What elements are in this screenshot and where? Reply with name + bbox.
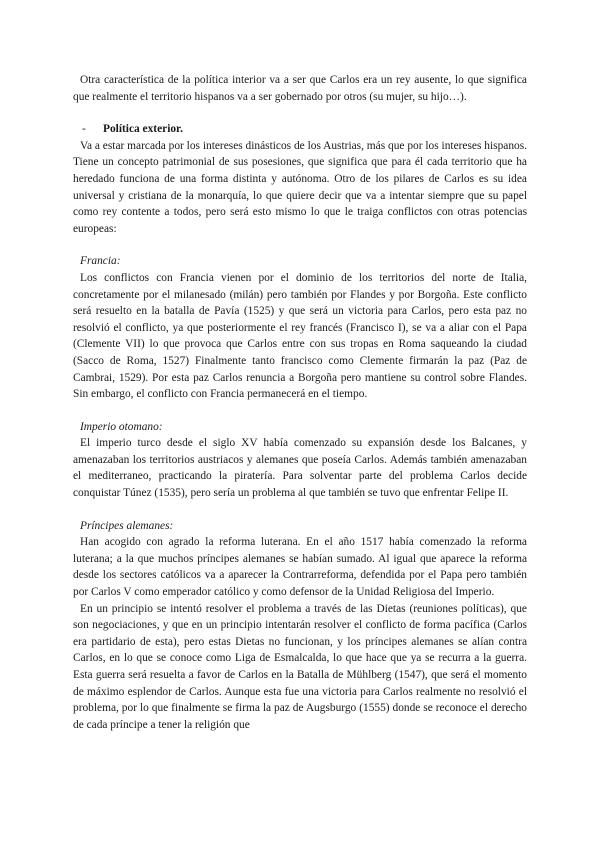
section-paragraph: Va a estar marcada por los intereses dinásticos de los Austrias, más que por los intereses hispanos. Tiene un concepto patrimonial de sus posesiones, que significa que para él cada territorio que ha heredado funciona de una forma distinta y autónoma. Otro de los pilares de Carlos es su idea universal y cristiana de la monarquía, lo que quiere decir que va a intentar siempre que su papel como rey contente a todos, pero será esto mismo lo que le traiga conflictos con otras potencias europeas: [73,139,527,235]
spacer [73,502,527,518]
bullet-dash: - [82,123,86,136]
principes-alemanes-paragraph-2: En un principio se intentó resolver el problema a través de las Dietas (reuniones políticas), que son negociaciones, y que en un principio intentarán resolver el conflicto de forma pacífica (Carlos era partidario de esta), pero estas Dietas no funcionan, y los príncipes alemanes se alían contra Carlos, en lo que se conoce como Liga de Esmalcalda, lo que hace que ya se recurra a la guerra. Esta guerra será resuelta a favor de Carlos en la Batalla de Mühlberg (1547), que será el momento de máximo esplendor de Carlos. Aunque esta fue una victoria para Carlos realmente no resolvió el problema, por lo que finalmente se firma la paz de Augsburgo (1555) donde se reconoce el derecho de cada príncipe a tener la religión que [73,602,527,731]
imperio-otomano-paragraph: El imperio turco desde el siglo XV había comenzado su expansión desde los Balcanes, y amenazaban los territorios austriacos y alemanes que poseía Carlos. Además también amenazaban el mediterraneo, practicando la piratería. Para solventar parte del problema Carlos decide conquistar Túnez (1535), pero sería un problema al que también se tuvo que enfrentar Felipe II. [73,437,527,500]
section-heading: Política exterior. [103,123,183,136]
francia-paragraph: Los conflictos con Francia vienen por el dominio de los territorios del norte de Italia, concretamente por el milanesado (milán) pero también por Flandes y por Borgoña. Este conflicto será resuelto en la batalla de Pavía (1525) y que será un victoria para Carlos, pero esta paz no resolvió el conflicto, ya que posteriormente el rey francés (Francisco I), se va a aliar con el Papa (Clemente VII) lo que provoca que Carlos entre con sus tropas en Roma saqueando la ciudad (Sacco de Roma, 1527) Finalmente tanto francisco como Clemente firmarán la paz (Paz de Cambrai, 1529). Por esta paz Carlos renuncia a Borgoña pero mantiene su control sobre Flandes. Sin embargo, el conflicto con Francia permanecerá en el tiempo. [73,271,527,401]
spacer [73,237,527,253]
section-heading-row [73,121,527,138]
principes-alemanes-paragraph-1: Han acogido con agrado la reforma luterana. En el año 1517 había comenzado la reforma luterana; a la que muchos príncipes alemanes se habían sumado. Al igual que aparece la reforma desde los sectores católicos va a aparecer la Contrarreforma, defendida por el Papa pero también por Carlos V como emperador católico y como defensor de la Unidad Religiosa del Imperio. [73,536,527,599]
intro-paragraph: Otra característica de la política interior va a ser que Carlos era un rey ausente, lo que significa que realmente el territorio hispanos va a ser gobernado por otros (su mujer, su hijo…). [73,74,527,103]
spacer [73,105,527,121]
subsection-title-francia: Francia: [80,255,121,268]
spacer [73,403,527,419]
subsection-title-principes-alemanes: Príncipes alemanes: [80,519,174,532]
subsection-title-imperio-otomano: Imperio otomano: [80,420,163,433]
